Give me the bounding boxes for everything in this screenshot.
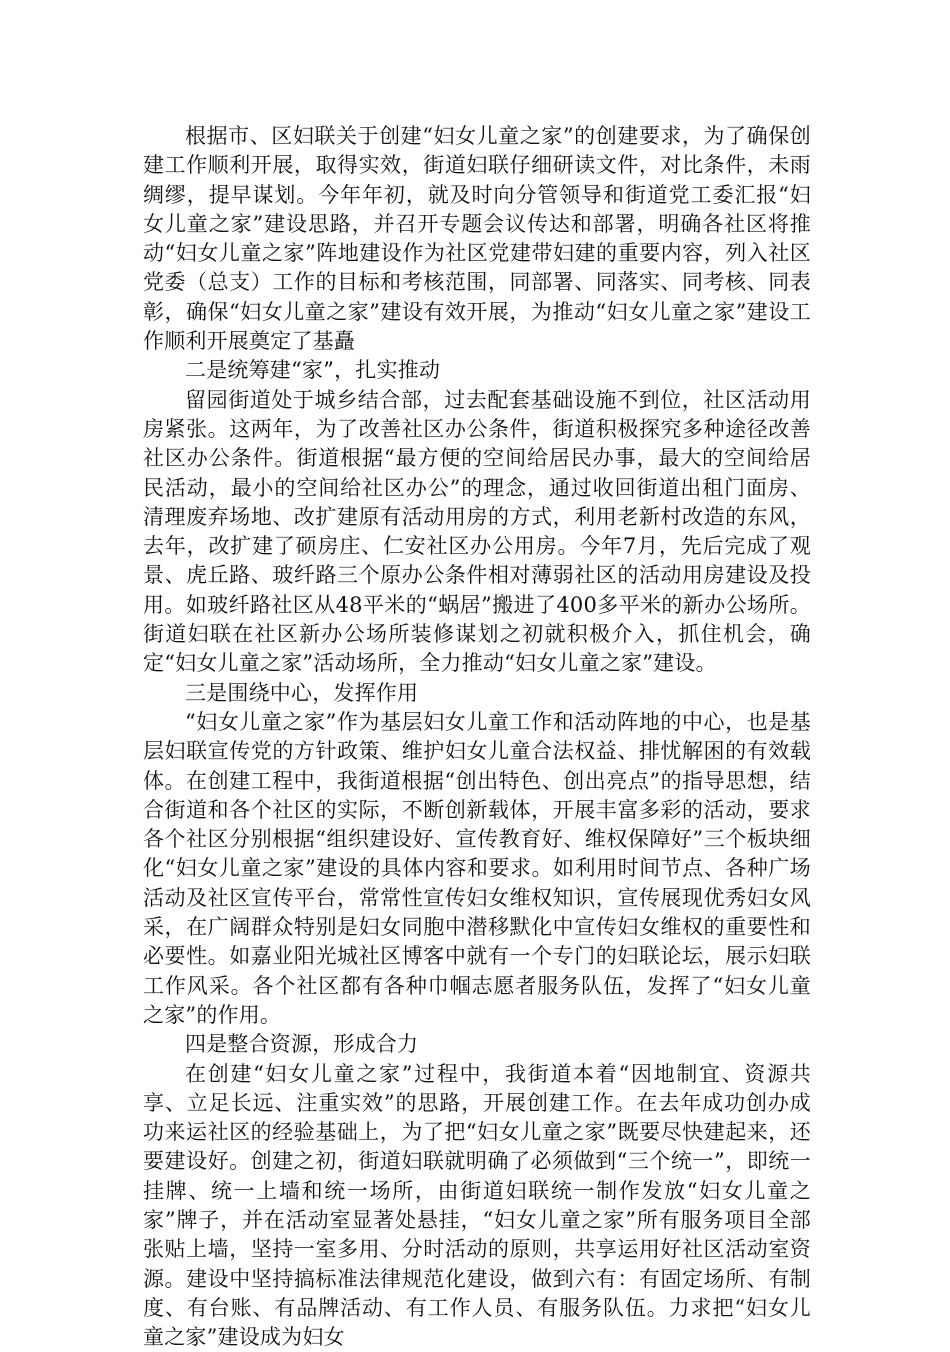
paragraph-section-3: “妇女儿童之家”作为基层妇女儿童工作和活动阵地的中心，也是基层妇联宣传党的方针政策、维护妇女儿童合法权益、排忧解困的有效载体。在创建工程中，我街道根据“创出特色、创出亮点”的指导思想，结合街道和各个社区的实际，不断创新载体，开展丰富多彩的活动，要求各个社区分别根据“组织建设好、宣传教育好、维权保障好”三个板块细化“妇女儿童之家”建设的具体内容和要求。如利用时间节点、各种广场活动及社区宣传平台，常常性宣传妇女维权知识，宣传展现优秀妇女风采，在广阔群众特别是妇女同胞中潜移默化中宣传妇女维权的重要性和必要性。如嘉业阳光城社区博客中就有一个专门的妇联论坛，展示妇联工作风采。各个社区都有各种巾帼志愿者服务队伍，发挥了“妇女儿童之家”的作用。 — [143, 708, 811, 1030]
paragraph-section-2: 留园街道处于城乡结合部，过去配套基础设施不到位，社区活动用房紧张。这两年，为了改善社区办公条件，街道积极探究多种途径改善社区办公条件。街道根据“最方便的空间给居民办事，最大的空间给居民活动，最小的空间给社区办公”的理念，通过收回街道出租门面房、清理废弃场地、改扩建原有活动用房的方式，利用老新村改造的东风，去年，改扩建了硕房庄、仁安社区办公用房。今年7月，先后完成了观景、虎丘路、玻纤路三个原办公条件相对薄弱社区的活动用房建设及投用。如玻纤路社区从48平米的“蜗居”搬进了400多平米的新办公场所。街道妇联在社区新办公场所装修谋划之初就积极介入，抓住机会，确定“妇女儿童之家”活动场所，全力推动“妇女儿童之家”建设。 — [143, 386, 811, 679]
paragraph-intro: 根据市、区妇联关于创建“妇女儿童之家”的创建要求，为了确保创建工作顺利开展，取得实效，街道妇联仔细研读文件，对比条件，未雨绸缪，提早谋划。今年年初，就及时向分管领导和街道党工委汇报“妇女儿童之家”建设思路，并召开专题会议传达和部署，明确各社区将推动“妇女儿童之家”阵地建设作为社区党建带妇建的重要内容，列入社区党委（总支）工作的目标和考核范围，同部署、同落实、同考核、同表彰，确保“妇女儿童之家”建设有效开展，为推动“妇女儿童之家”建设工作顺利开展奠定了基矗 — [143, 122, 811, 356]
section-heading-4: 四是整合资源，形成合力 — [143, 1030, 811, 1059]
paragraph-section-4: 在创建“妇女儿童之家”过程中，我街道本着“因地制宜、资源共享、立足长远、注重实效”的思路，开展创建工作。在去年成功创办成功来运社区的经验基础上，为了把“妇女儿童之家”既要尽快建起来，还要建设好。创建之初，街道妇联就明确了必须做到“三个统一”，即统一挂牌、统一上墙和统一场所，由街道妇联统一制作发放“妇女儿童之家”牌子，并在活动室显著处悬挂，“妇女儿童之家”所有服务项目全部张贴上墙，坚持一室多用、分时活动的原则，共享运用好社区活动室资源。建设中坚持搞标准法律规范化建设，做到六有：有固定场所、有制度、有台账、有品牌活动、有工作人员、有服务队伍。力求把“妇女儿童之家”建设成为妇女 — [143, 1060, 811, 1352]
section-heading-2: 二是统筹建“家”，扎实推动 — [143, 356, 811, 385]
document-body — [143, 122, 811, 1352]
section-heading-3: 三是围绕中心，发挥作用 — [143, 679, 811, 708]
